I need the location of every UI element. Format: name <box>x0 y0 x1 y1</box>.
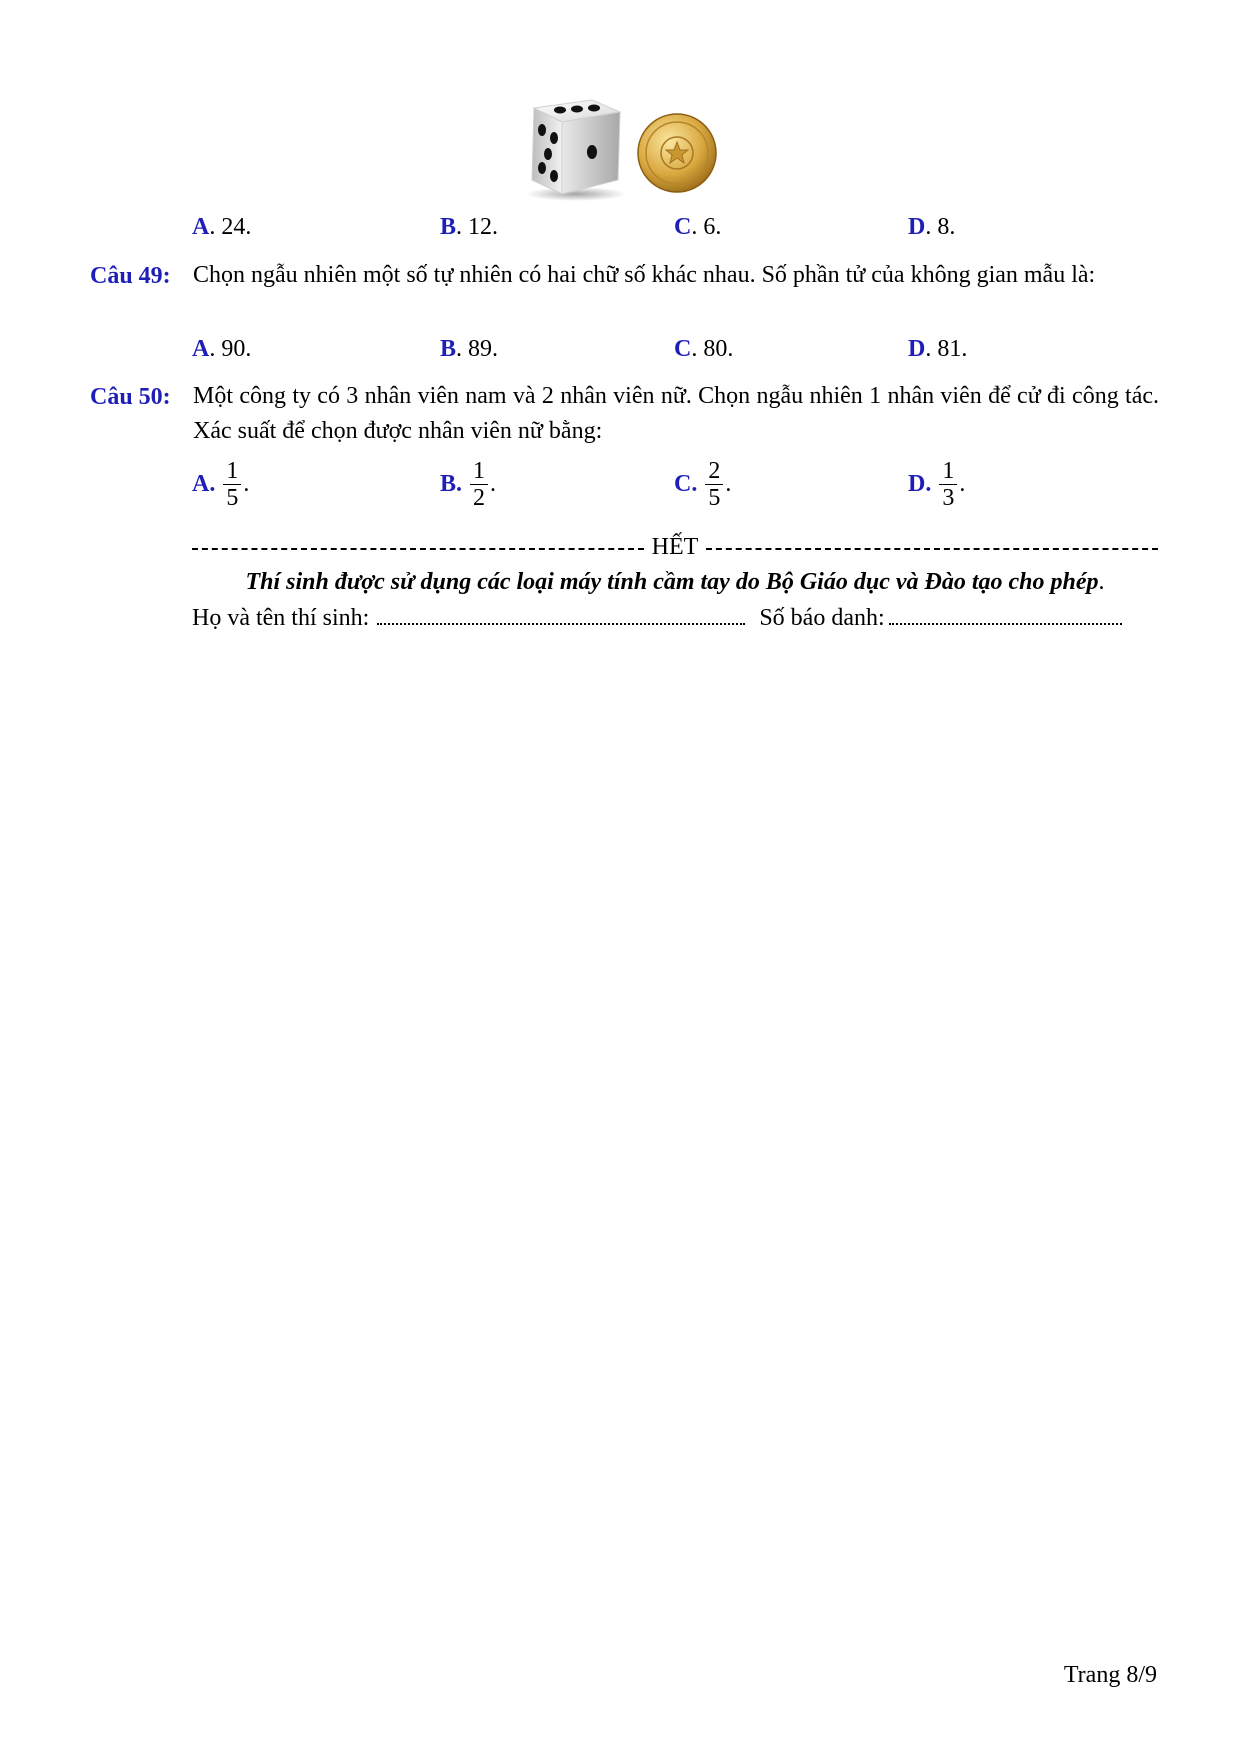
candidate-name-field[interactable] <box>377 603 745 625</box>
dice-image <box>520 96 630 202</box>
fraction: $\frac{1}{5}$ <box>223 458 241 511</box>
q50-option-d[interactable]: D. $\frac{1}{3}$ . <box>908 458 966 511</box>
fraction: $\frac{1}{3}$ <box>939 458 957 511</box>
q49-text: Chọn ngẫu nhiên một số tự nhiên có hai chữ số khác nhau. Số phần tử của không gian mẫu là: <box>193 262 1096 288</box>
q50-option-b[interactable]: B. $\frac{1}{2}$ . <box>440 458 497 511</box>
q50-option-a[interactable]: A. $\frac{1}{5}$ . <box>192 458 250 511</box>
q49-option-b[interactable]: B. 89. <box>440 336 499 362</box>
q49-label: Câu 49: <box>90 263 171 289</box>
coin-icon <box>636 112 718 194</box>
q49-option-c[interactable]: C. 80. <box>674 336 734 362</box>
dashed-divider <box>706 548 1158 550</box>
q50-option-c[interactable]: C. $\frac{2}{5}$ . <box>674 458 732 511</box>
candidate-id-label: Số báo danh: <box>759 605 885 631</box>
q50-label: Câu 50: <box>90 384 171 410</box>
end-marker <box>192 532 1158 562</box>
page-number: Trang 8/9 <box>1063 1662 1157 1688</box>
q48-option-b[interactable]: B. 12. <box>440 214 499 240</box>
q48-option-c[interactable]: C. 6. <box>674 214 722 240</box>
q50-text: Một công ty có 3 nhân viên nam và 2 nhân viên nữ. Chọn ngẫu nhiên 1 nhân viên để cử đi công tác. Xác suất để chọn được nhân viên nữ bằng: <box>193 383 1159 444</box>
calculator-note: Thí sinh được sử dụng các loại máy tính cầm tay do Bộ Giáo dục và Đào tạo cho phép. <box>245 569 1105 595</box>
dashed-divider <box>192 548 644 550</box>
candidate-name-label: Họ và tên thí sinh: <box>192 605 370 631</box>
dice-icon <box>520 96 630 202</box>
candidate-info <box>192 603 1122 633</box>
end-marker-text: HẾT <box>651 533 699 560</box>
q49-option-a[interactable]: A. 90. <box>192 336 252 362</box>
fraction: $\frac{2}{5}$ <box>705 458 723 511</box>
q49-option-d[interactable]: D. 81. <box>908 336 968 362</box>
q48-option-d[interactable]: D. 8. <box>908 214 956 240</box>
q48-option-a[interactable]: A. 24. <box>192 214 252 240</box>
fraction: $\frac{1}{2}$ <box>470 458 488 511</box>
candidate-id-field[interactable] <box>889 603 1122 625</box>
coin-image <box>636 112 718 194</box>
